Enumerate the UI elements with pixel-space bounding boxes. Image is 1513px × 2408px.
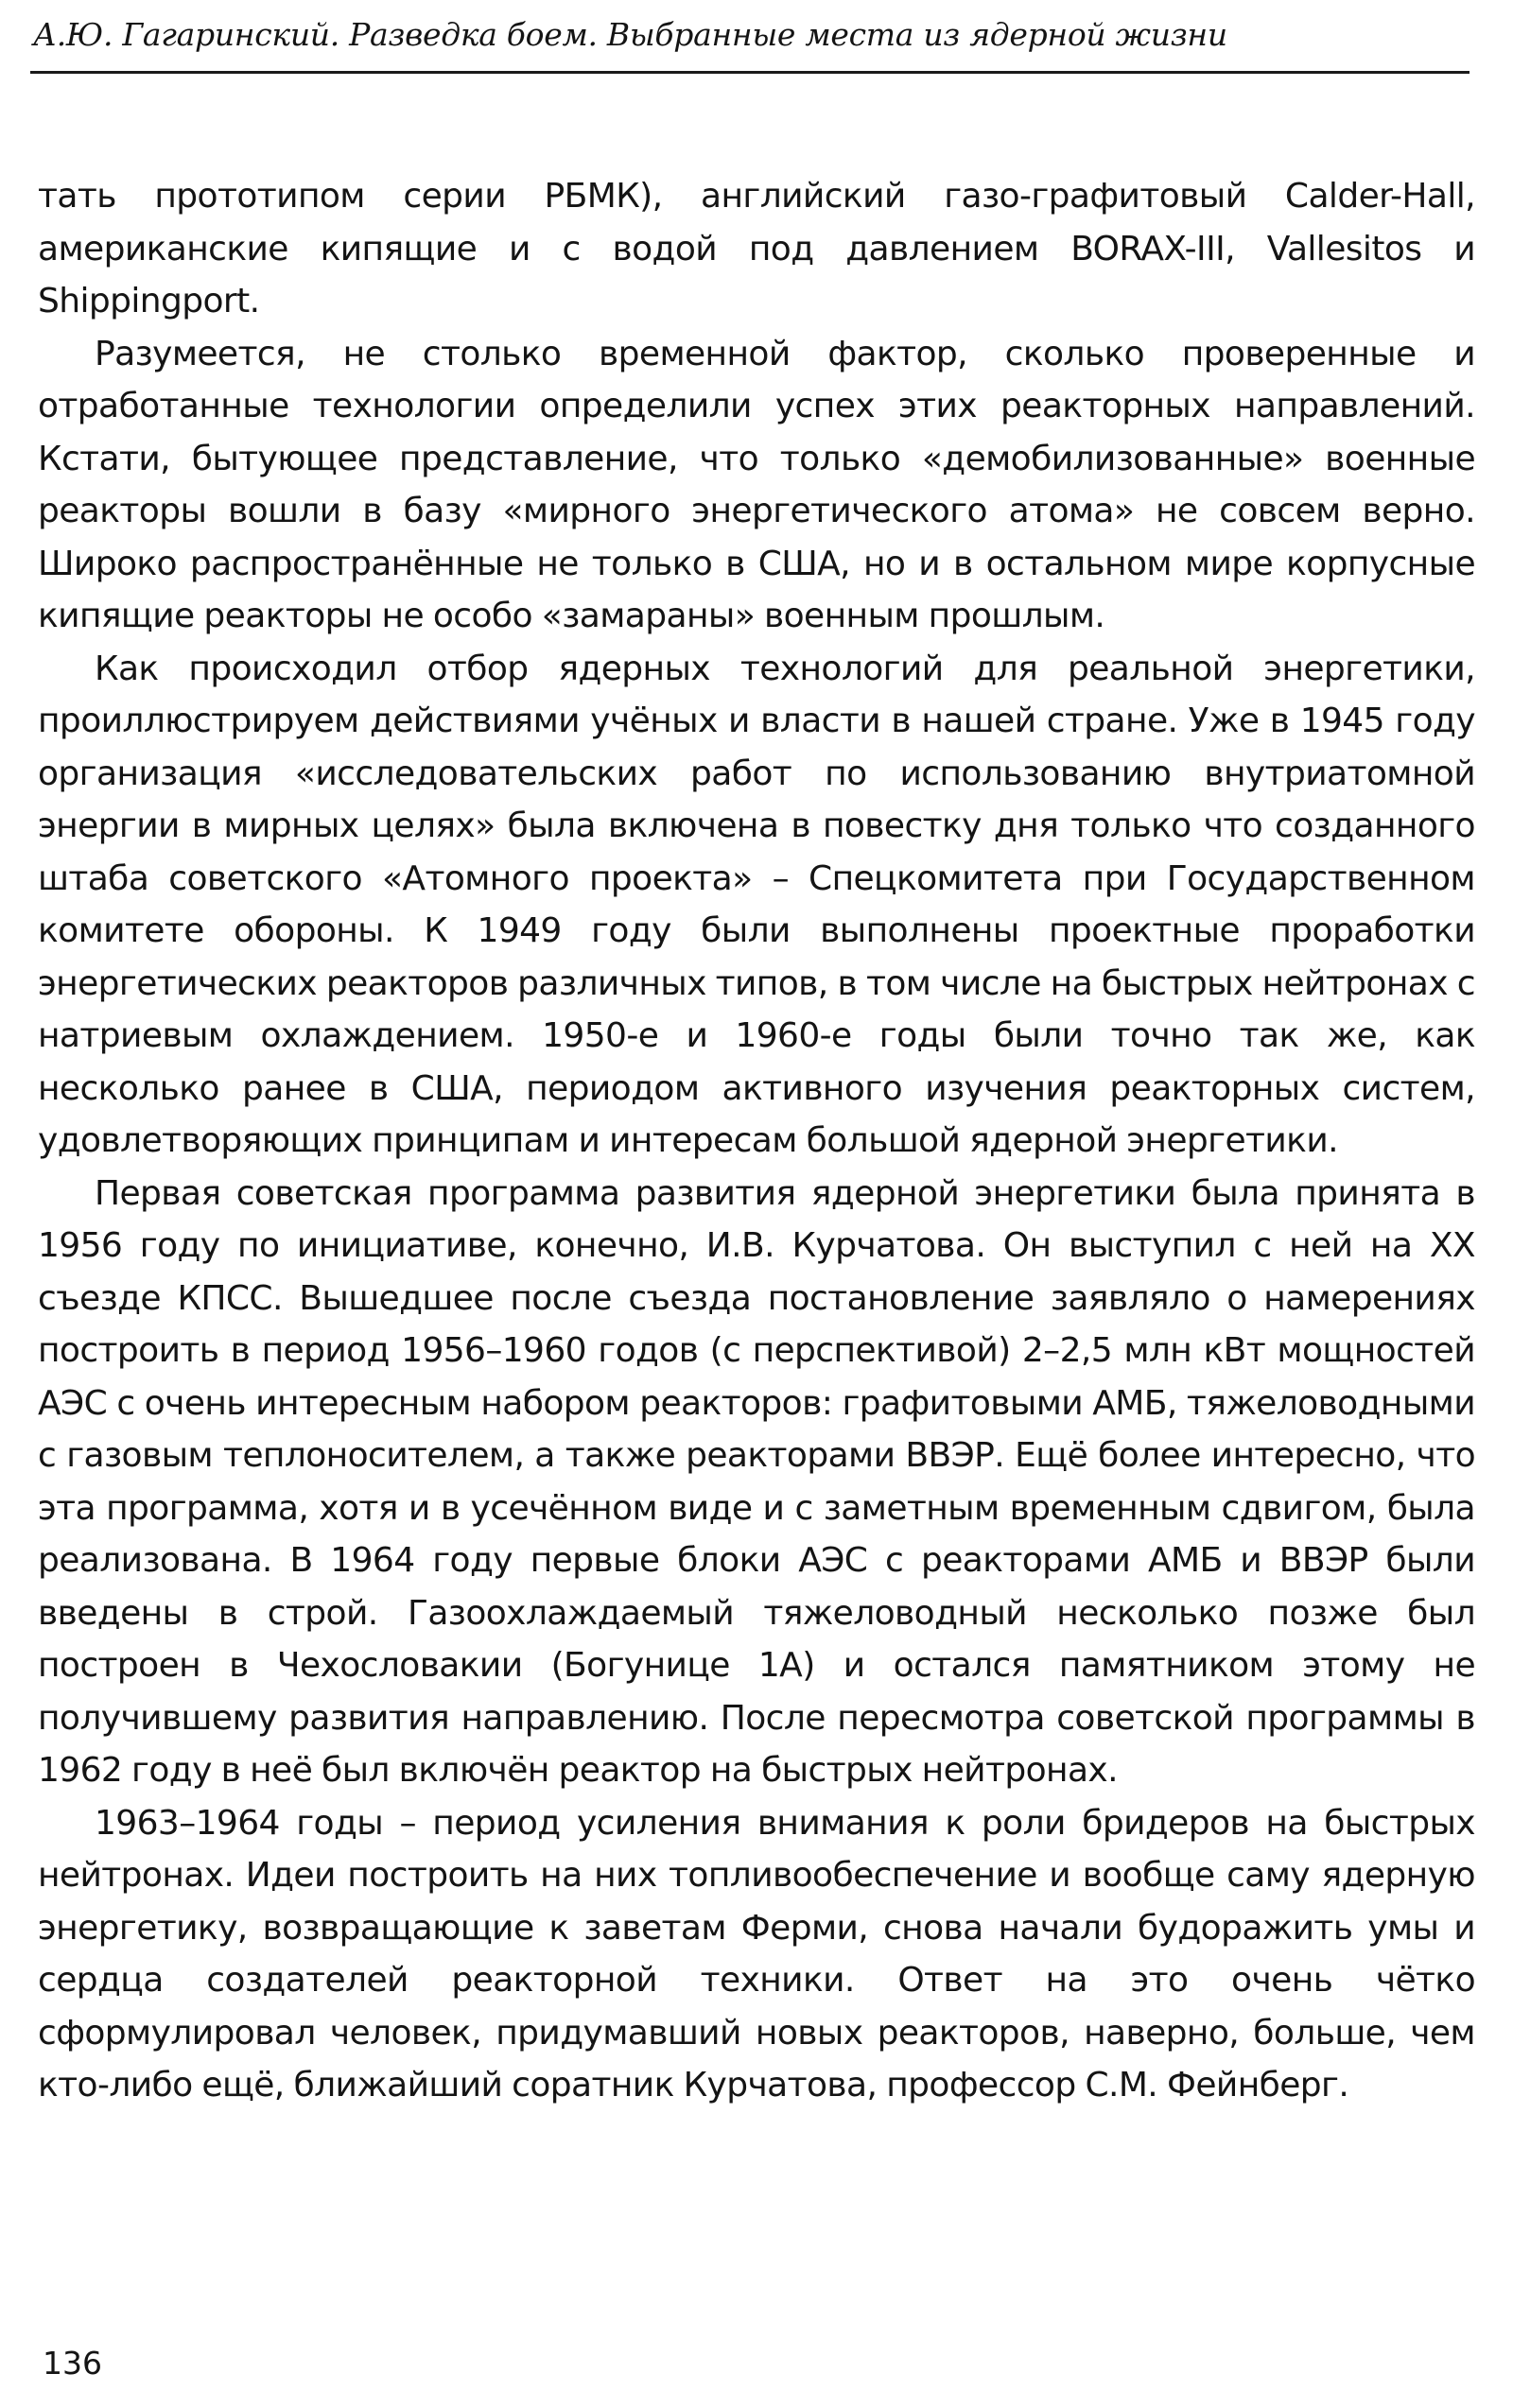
running-header: А.Ю. Гагаринский. Разведка боем. Выбранные места из ядерной жизни (33, 16, 1227, 53)
header-rule (30, 71, 1470, 74)
paragraph: 1963–1964 годы – период усиления внимания к роли бридеров на быстрых нейтронах. Идеи построить на них топливообеспечение и вообще саму ядерную энергетику, возвращающие к заветам Ферми, снова начали будоражить умы и сердца создателей реакторной техники. Ответ на это очень чётко сформулировал человек, придумавший новых реакторов, наверно, больше, чем кто-либо ещё, ближайший соратник Курчатова, профессор С.М. Фейнберг. (38, 1803, 1475, 2105)
body-text (38, 170, 1475, 2112)
paragraph: Первая советская программа развития ядерной энергетики была принята в 1956 году по инициативе, конечно, И.В. Курчатова. Он выступил с ней на XX съезде КПСС. Вышедшее после съезда постановление заявляло о намерениях построить в период 1956–1960 годов (с перспективой) 2–2,5 млн кВт мощностей АЭС с очень интересным набором реакторов: графитовыми АМБ, тяжеловодными с газовым теплоносителем, а также реакторами ВВЭР. Ещё более интересно, что эта программа, хотя и в усечённом виде и с заметным временным сдвигом, была реализована. В 1964 году первые блоки АЭС с реакторами АМБ и ВВЭР были введены в строй. Газоохлаждаемый тяжеловодный несколько позже был построен в Чехословакии (Богунице 1А) и остался памятником этому не получившему развития направлению. После пересмотра советской программы в 1962 году в неё был включён реактор на быстрых нейтронах. (38, 1173, 1475, 1790)
paragraph: Разумеется, не столько временной фактор, сколько проверенные и отработанные технологии определили успех этих реакторных направлений. Кстати, бытующее представление, что только «демобилизованные» военные реакторы вошли в базу «мирного энергетического атома» не совсем верно. Широко распространённые не только в США, но и в остальном мире корпусные кипящие реакторы не особо «замараны» военным прошлым. (38, 334, 1475, 635)
paragraph: Как происходил отбор ядерных технологий для реальной энергетики, проиллюстрируем действиями учёных и власти в нашей стране. Уже в 1945 году организация «исследовательских работ по использованию внутриатомной энергии в мирных целях» была включена в повестку дня только что созданного штаба советского «Атомного проекта» – Спецкомитета при Государственном комитете обороны. К 1949 году были выполнены проектные проработки энергетических реакторов различных типов, в том числе на быстрых нейтронах с натриевым охлаждением. 1950-е и 1960-е годы были точно так же, как несколько ранее в США, периодом активного изучения реакторных систем, удовлетворяющих принципам и интересам большой ядерной энергетики. (38, 649, 1475, 1160)
page-number: 136 (43, 2345, 102, 2382)
paragraph: тать прототипом серии РБМК), английский газо-графитовый Calder-Hall, американские кипящие и с водой под давлением BORAX-III, Vallesitos и Shippingport. (38, 177, 1475, 320)
